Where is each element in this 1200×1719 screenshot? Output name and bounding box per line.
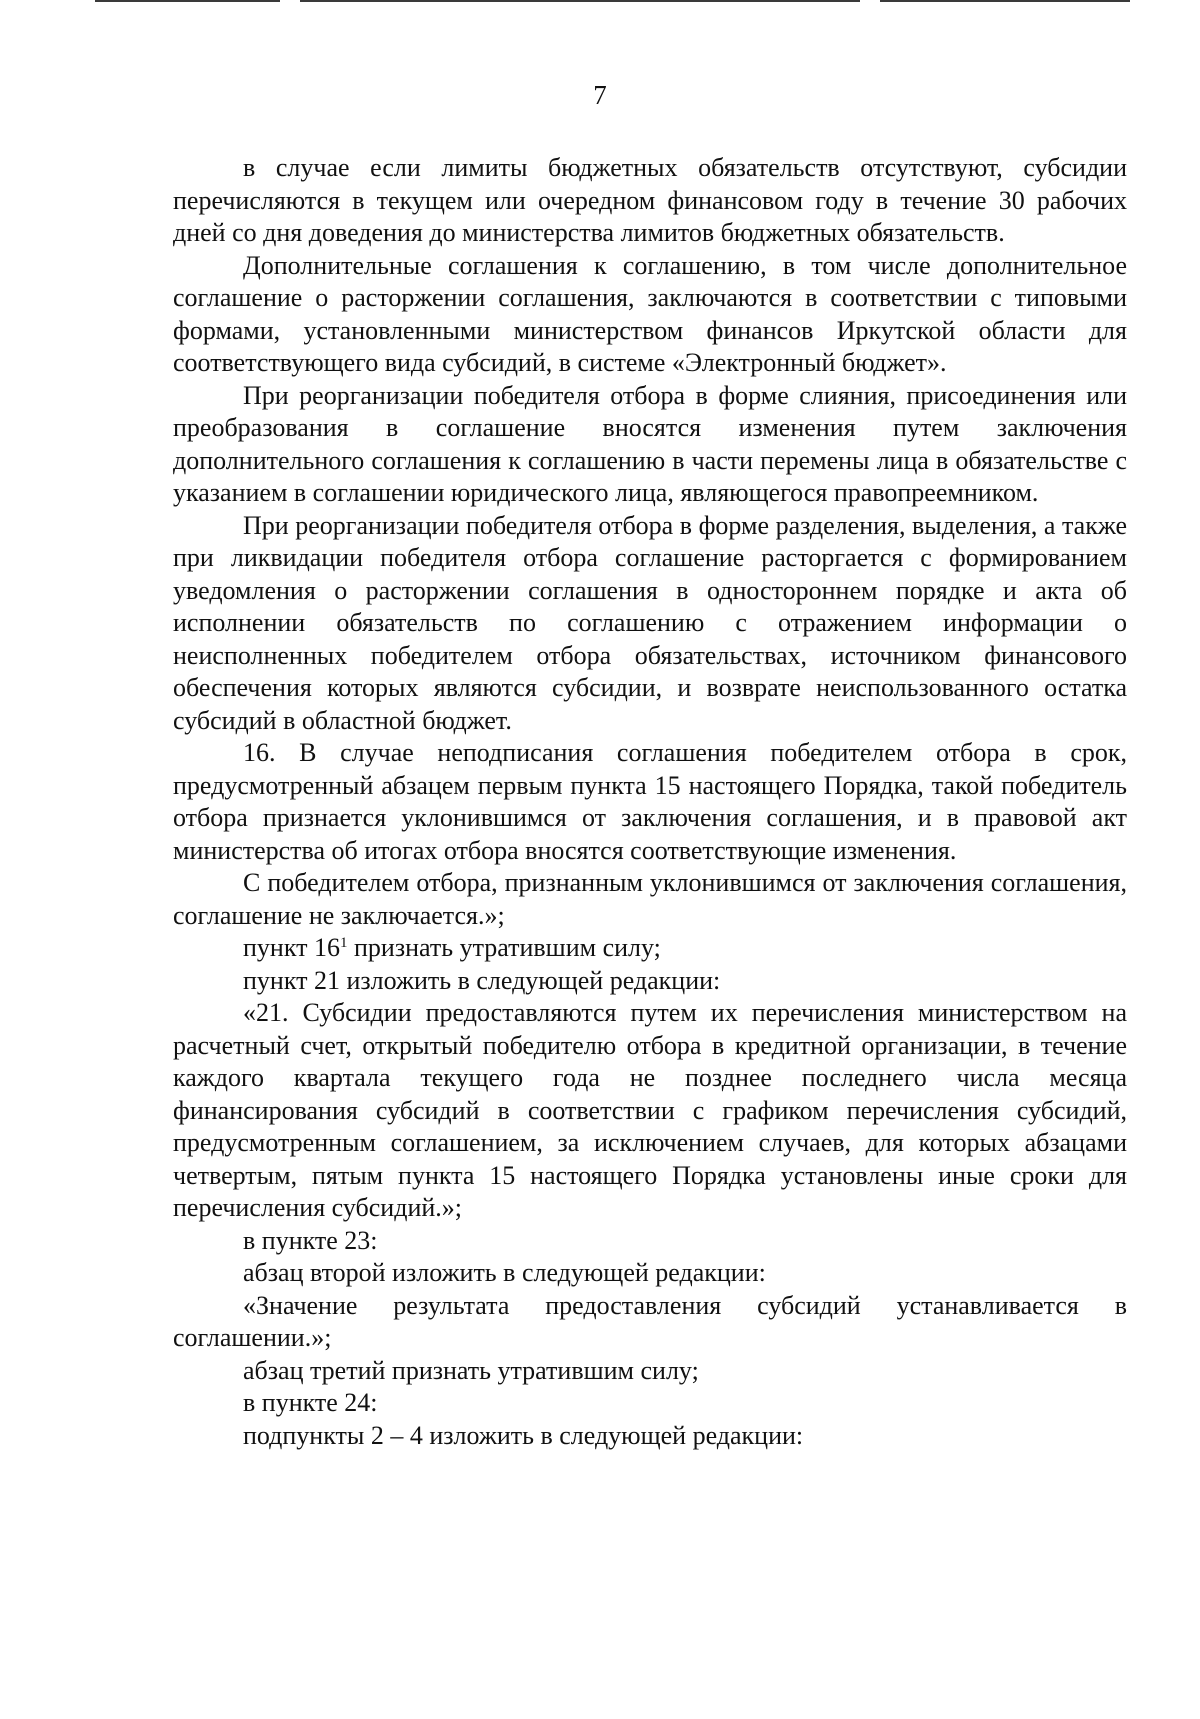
item-16-1-text: пункт 16 xyxy=(243,933,340,962)
paragraph-item-16-1 xyxy=(173,932,1127,965)
paragraph-reorganization-division: При реорганизации победителя отбора в форме разделения, выделения, а также при ликвидации победителя отбора соглашение расторгается с формированием уведомления о расторжении соглашения в одностороннем порядке и акта об исполнении обязательств по соглашению с отражением информации о неисполненных победителем отбора обязательствах, источником финансового обеспечения которых являются субсидии, и возврате неиспользованного остатка субсидий в областной бюджет. xyxy=(173,510,1127,735)
page-number: 7 xyxy=(593,80,607,110)
paragraph-item-23-second: абзац второй изложить в следующей редакции: xyxy=(243,1258,766,1287)
paragraph-item-23-result: «Значение результата предоставления субсидий устанавливается в соглашении.»; xyxy=(173,1290,1127,1352)
paragraph-item-24-subitems: подпункты 2 – 4 изложить в следующей редакции: xyxy=(243,1420,804,1450)
item-16-1-superscript: 1 xyxy=(339,935,348,951)
paragraph-item-23-third: абзац третий признать утратившим силу; xyxy=(243,1355,699,1385)
document-body xyxy=(173,152,1127,1452)
paragraph-item-16: 16. В случае неподписания соглашения победителем отбора в срок, предусмотренный абзацем первым пункта 15 настоящего Порядка, такой победитель отбора признается уклонившимся от заключения соглашения, и в правовой акт министерства об итогах отбора вносятся соответствующие изменения. xyxy=(173,738,1127,865)
paragraph-reorganization-merger: При реорганизации победителя отбора в форме слияния, присоединения или преобразования в соглашение вносятся изменения путем заключения дополнительного соглашения к соглашению в части перемены лица в обязательстве с указанием в соглашении юридического лица, являющегося правопреемником. xyxy=(173,380,1127,507)
paragraph-evasion: С победителем отбора, признанным уклонившимся от заключения соглашения, соглашение не заключается.»; xyxy=(173,868,1127,930)
paragraph-item-21-intro: пункт 21 изложить в следующей редакции: xyxy=(243,965,721,995)
scan-top-border xyxy=(0,0,1200,5)
item-16-1-tail: признать утратившим силу; xyxy=(347,933,661,962)
paragraph-item-23-intro: в пункте 23: xyxy=(243,1225,378,1255)
paragraph-item-24-intro: в пункте 24: xyxy=(243,1388,378,1417)
paragraph-additional-agreements: Дополнительные соглашения к соглашению, в том числе дополнительное соглашение о расторжении соглашения, заключаются в соответствии с типовыми формами, установленными министерством финансов Иркутской области для соответствующего вида субсидий, в системе «Электронный бюджет». xyxy=(173,250,1127,377)
paragraph-subsidy-limits: в случае если лимиты бюджетных обязательств отсутствуют, субсидии перечисляются в текущем или очередном финансовом году в течение 30 рабочих дней со дня доведения до министерства лимитов бюджетных обязательств. xyxy=(173,153,1127,247)
paragraph-item-21: «21. Субсидии предоставляются путем их перечисления министерством на расчетный счет, открытый победителю отбора в кредитной организации, в течение каждого квартала текущего года не позднее последнего числа месяца финансирования субсидий в соответствии с графиком перечисления субсидий, предусмотренным соглашением, за исключением случаев, для которых абзацами четвертым, пятым пункта 15 настоящего Порядка установлены иные сроки для перечисления субсидий.»; xyxy=(173,998,1127,1222)
